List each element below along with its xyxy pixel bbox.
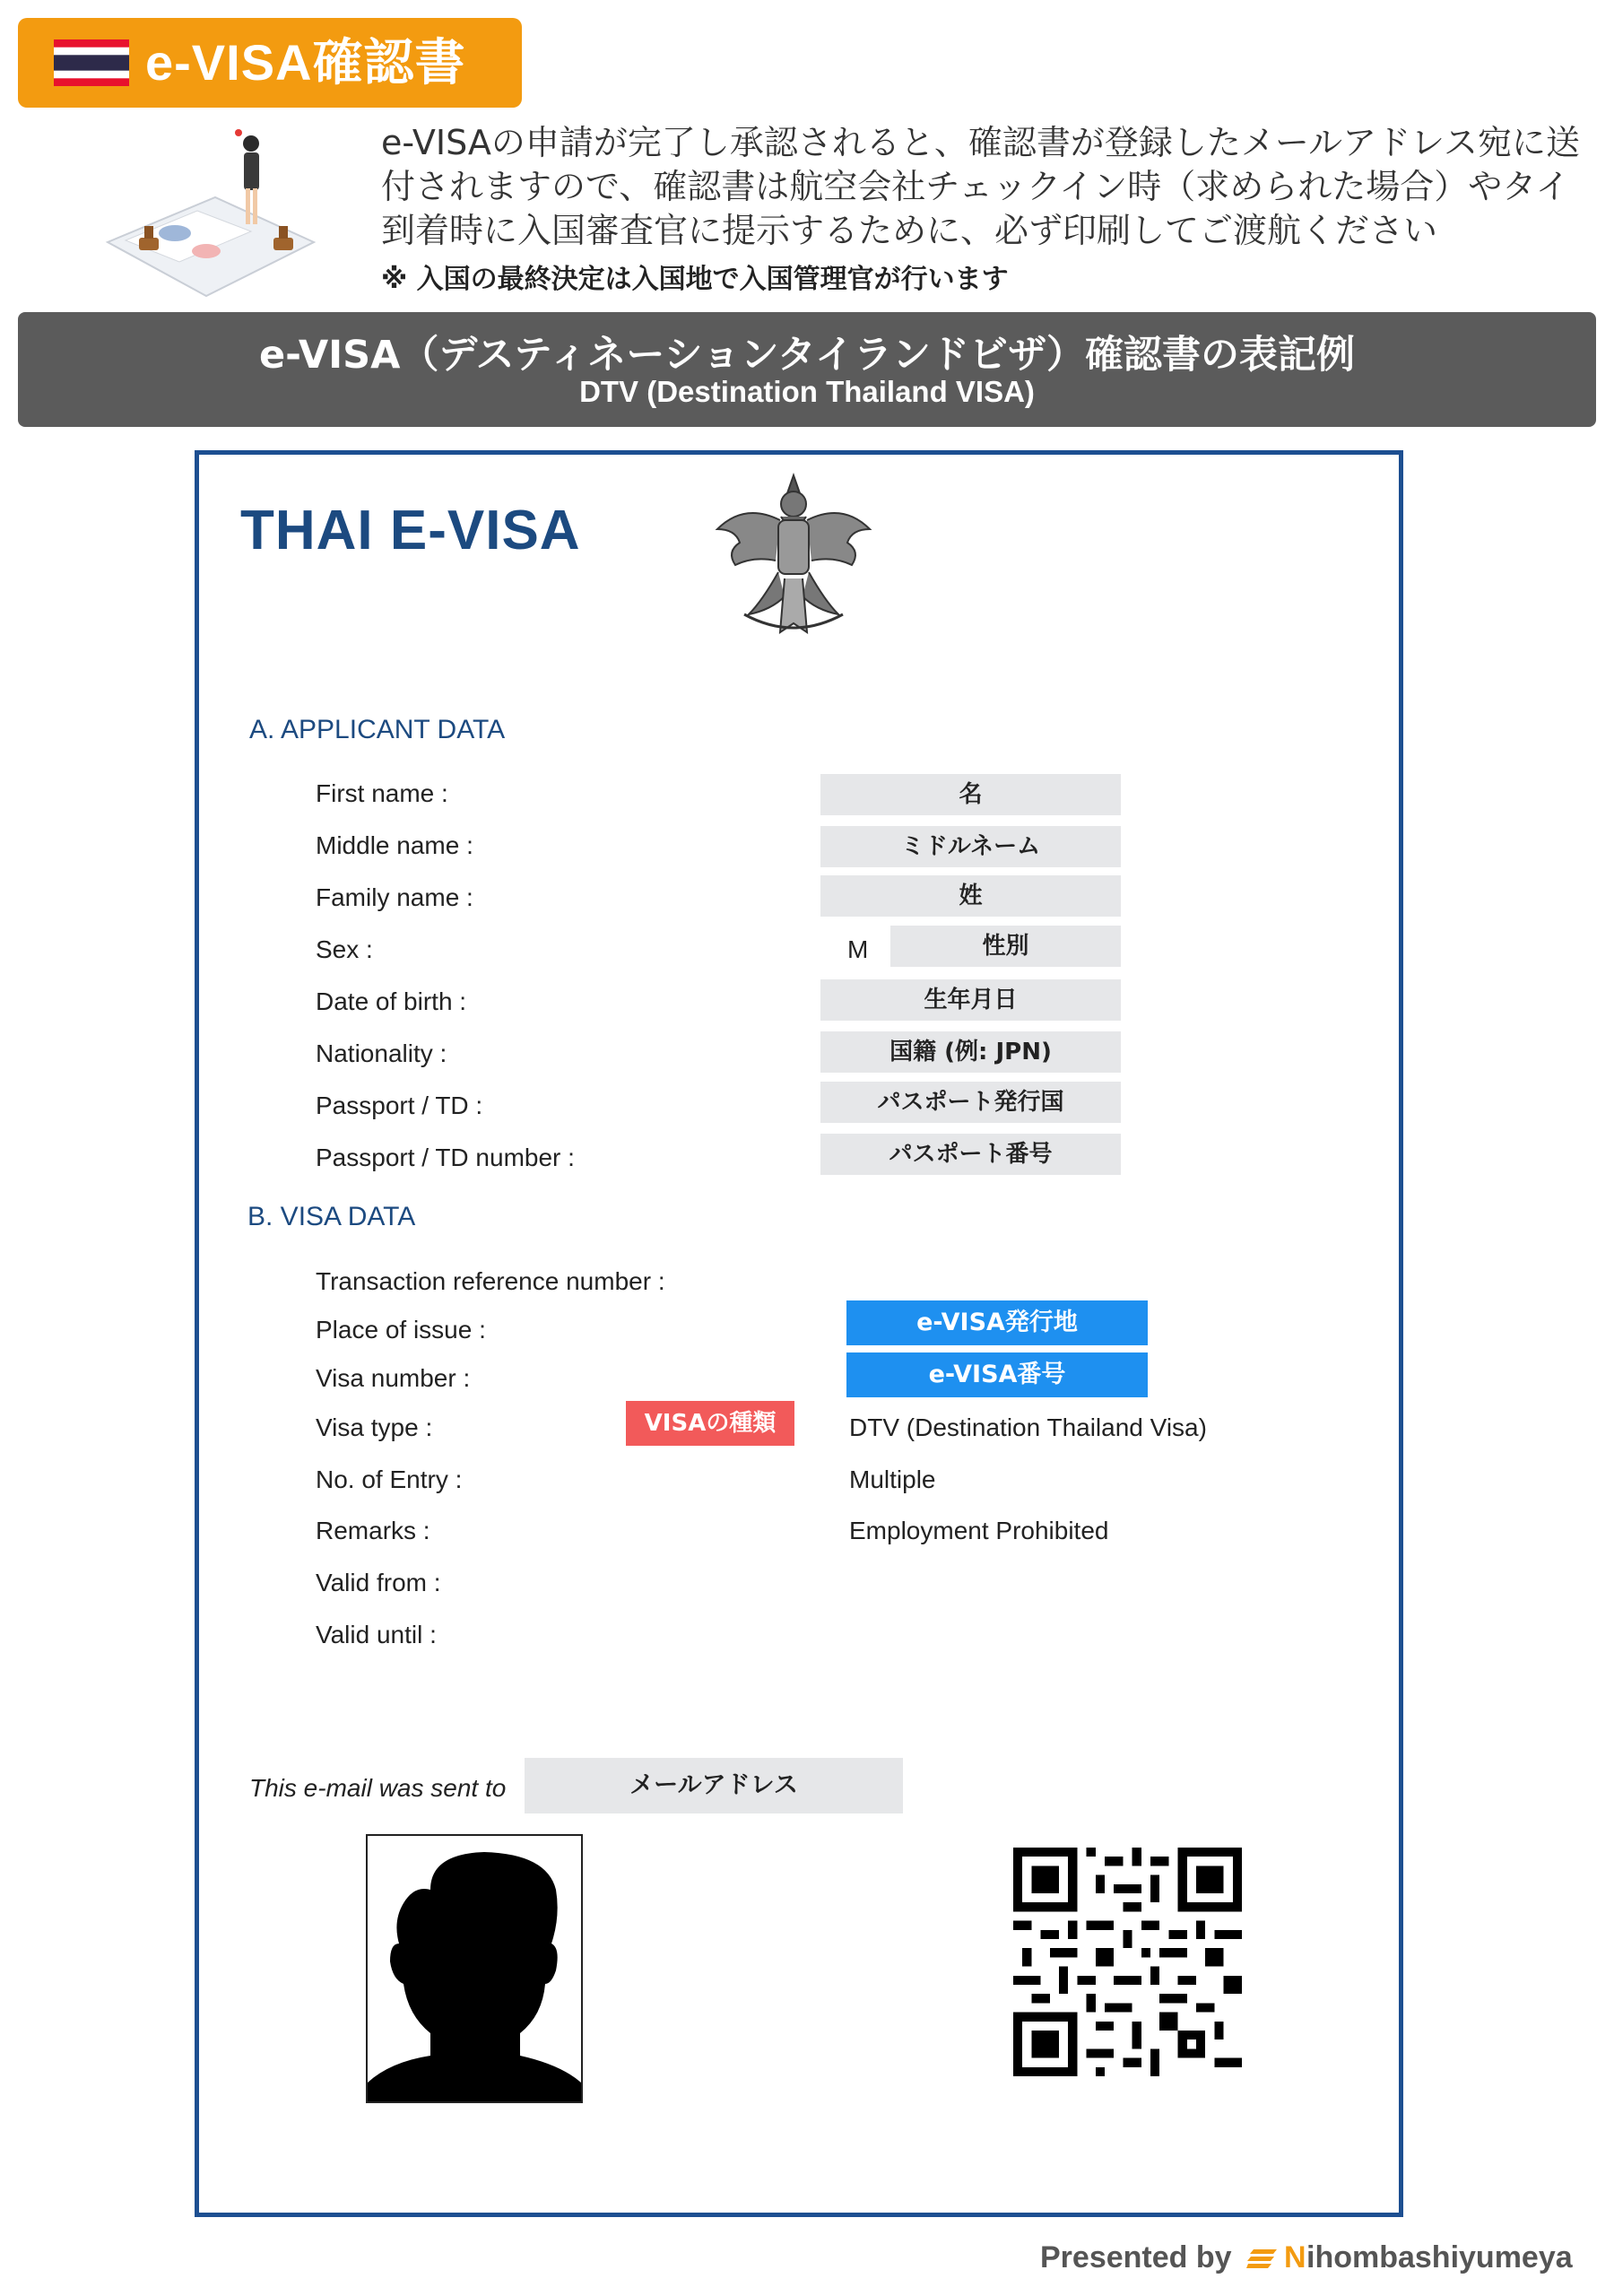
intro-note: ※ 入国の最終決定は入国地で入国管理官が行います [381,264,1009,295]
value-passport-country: パスポート発行国 [820,1082,1121,1123]
label-remarks: Remarks : [316,1517,430,1544]
value-place-of-issue: e-VISA発行地 [846,1300,1148,1345]
applicant-photo [366,1834,583,2103]
value-no-of-entry: Multiple [849,1465,936,1493]
value-visa-type: DTV (Destination Thailand Visa) [849,1413,1207,1441]
certificate-title: THAI E-VISA [240,500,581,561]
value-sex: 性別 [890,926,1121,967]
label-nationality: Nationality : [316,1039,447,1067]
section-b-heading: B. VISA DATA [247,1202,416,1231]
value-passport-number: パスポート番号 [820,1134,1121,1175]
applicant-photo-silhouette-icon [368,1836,581,2101]
qr-code-icon [1013,1848,1242,2076]
value-first-name: 名 [820,774,1121,815]
value-date-of-birth: 生年月日 [820,979,1121,1021]
email-value: メールアドレス [525,1758,903,1813]
brand-name-initial: N [1284,2240,1306,2274]
label-place-of-issue: Place of issue : [316,1316,486,1344]
email-label: This e-mail was sent to [249,1774,507,1802]
label-date-of-birth: Date of birth : [316,987,467,1015]
label-valid-from: Valid from : [316,1569,441,1596]
presented-by-label: Presented by [1040,2240,1232,2274]
badge-title: e-VISA確認書 [145,34,466,91]
banner-subtitle: DTV (Destination Thailand VISA) [579,375,1035,408]
label-visa-type: Visa type : [316,1413,433,1441]
label-passport-number: Passport / TD number : [316,1144,575,1171]
thai-flag-icon [54,39,129,86]
garuda-emblem-icon [708,466,879,646]
label-first-name: First name : [316,779,448,807]
immigration-officer-illustration-icon [90,126,323,305]
sex-prefix: M [847,935,869,963]
brand-name: ihombashiyumeya [1306,2240,1573,2274]
label-passport-td: Passport / TD : [316,1091,483,1119]
label-no-of-entry: No. of Entry : [316,1465,463,1493]
value-remarks: Employment Prohibited [849,1517,1109,1544]
label-visa-number: Visa number : [316,1364,471,1392]
value-nationality: 国籍 (例: JPN) [820,1031,1121,1073]
visa-type-tag: VISAの種類 [626,1401,794,1446]
label-middle-name: Middle name : [316,831,473,859]
value-middle-name: ミドルネーム [820,826,1121,867]
brand-logo-icon [1246,2248,1277,2271]
banner-title: e-VISA（デスティネーションタイランドビザ）確認書の表記例 [258,333,1356,378]
value-family-name: 姓 [820,875,1121,917]
intro-text: e-VISAの申請が完了し承認されると、確認書が登録したメールアドレス宛に送付されますので、確認書は航空会社チェックイン時（求められた場合）やタイ到着時に入国審査官に提示するために、必ず印刷してご渡航ください [381,123,1580,250]
label-sex: Sex : [316,935,373,963]
value-visa-number: e-VISA番号 [846,1352,1148,1397]
label-transaction-ref: Transaction reference number : [316,1267,665,1295]
section-a-heading: A. APPLICANT DATA [249,715,506,744]
label-valid-until: Valid until : [316,1621,437,1648]
label-family-name: Family name : [316,883,473,911]
